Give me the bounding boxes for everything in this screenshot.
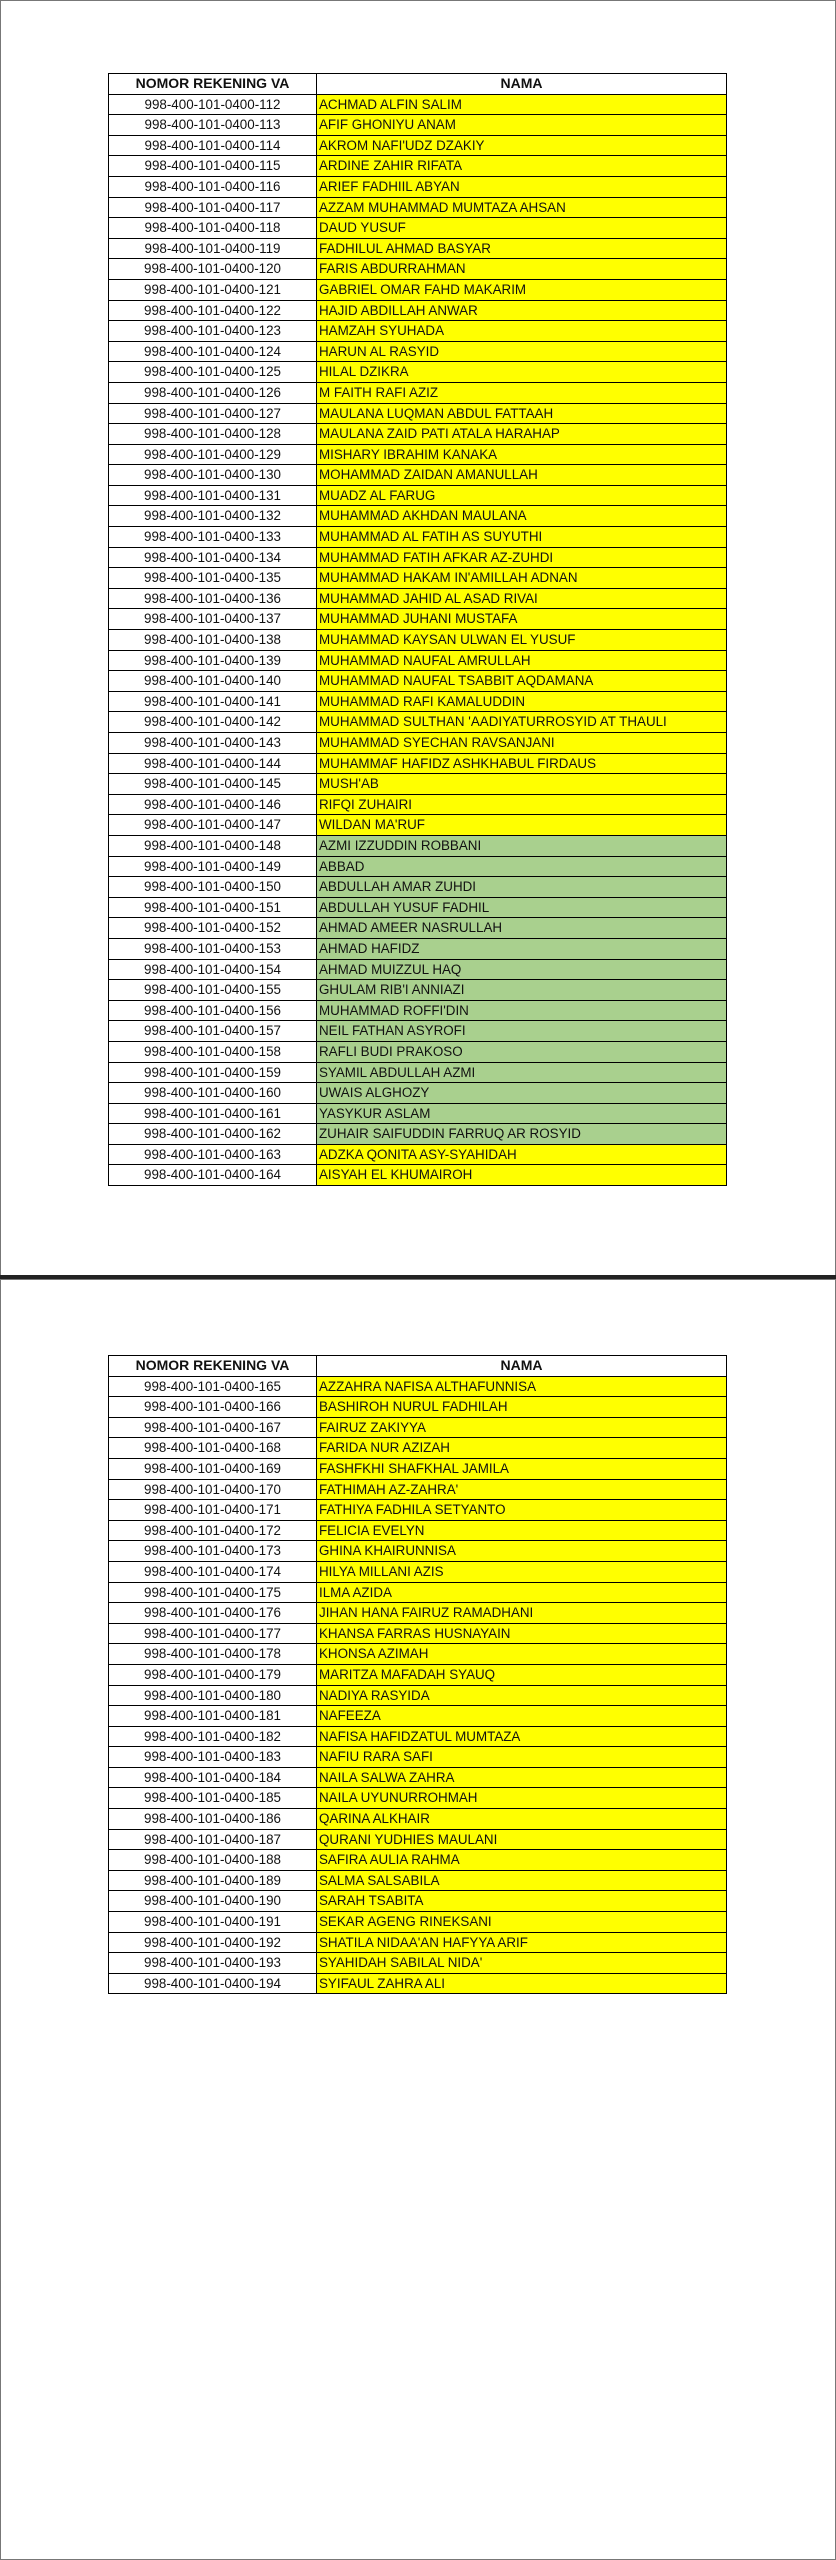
name-cell: ILMA AZIDA xyxy=(317,1582,727,1603)
name-cell: MUHAMMAD SULTHAN 'AADIYATURROSYID AT THAULI xyxy=(317,712,727,733)
name-cell: NAFISA HAFIDZATUL MUMTAZA xyxy=(317,1726,727,1747)
name-cell: M FAITH RAFI AZIZ xyxy=(317,382,727,403)
table-row xyxy=(109,1144,727,1165)
va-number-cell: 998-400-101-0400-131 xyxy=(109,485,317,506)
table-row xyxy=(109,938,727,959)
va-table-page-1 xyxy=(108,73,727,1186)
table-row xyxy=(109,691,727,712)
name-cell: MUHAMMAD SYECHAN RAVSANJANI xyxy=(317,733,727,754)
table-row xyxy=(109,1603,727,1624)
va-number-cell: 998-400-101-0400-125 xyxy=(109,362,317,383)
name-cell: NAILA UYUNURROHMAH xyxy=(317,1788,727,1809)
table-row xyxy=(109,1041,727,1062)
table-row xyxy=(109,877,727,898)
name-cell: QARINA ALKHAIR xyxy=(317,1809,727,1830)
name-cell: SYAHIDAH SABILAL NIDA' xyxy=(317,1953,727,1974)
name-cell: ABBAD xyxy=(317,856,727,877)
table-row xyxy=(109,135,727,156)
table-row xyxy=(109,444,727,465)
table-row xyxy=(109,712,727,733)
va-number-cell: 998-400-101-0400-144 xyxy=(109,753,317,774)
va-number-cell: 998-400-101-0400-133 xyxy=(109,527,317,548)
name-cell: ACHMAD ALFIN SALIM xyxy=(317,94,727,115)
va-number-cell: 998-400-101-0400-160 xyxy=(109,1083,317,1104)
name-cell: NAFIU RARA SAFI xyxy=(317,1747,727,1768)
va-number-cell: 998-400-101-0400-149 xyxy=(109,856,317,877)
table-row xyxy=(109,1788,727,1809)
header-nama: NAMA xyxy=(317,74,727,95)
table-row xyxy=(109,1829,727,1850)
name-cell: UWAIS ALGHOZY xyxy=(317,1083,727,1104)
name-cell: MUHAMMAD NAUFAL AMRULLAH xyxy=(317,650,727,671)
va-number-cell: 998-400-101-0400-114 xyxy=(109,135,317,156)
name-cell: ABDULLAH AMAR ZUHDI xyxy=(317,877,727,898)
name-cell: SALMA SALSABILA xyxy=(317,1870,727,1891)
name-cell: AZZAHRA NAFISA ALTHAFUNNISA xyxy=(317,1376,727,1397)
table-row xyxy=(109,588,727,609)
document-page-2 xyxy=(0,1279,836,2560)
va-number-cell: 998-400-101-0400-130 xyxy=(109,465,317,486)
table-row xyxy=(109,897,727,918)
table-row xyxy=(109,1458,727,1479)
table-row xyxy=(109,733,727,754)
name-cell: HARUN AL RASYID xyxy=(317,341,727,362)
va-number-cell: 998-400-101-0400-153 xyxy=(109,938,317,959)
va-number-cell: 998-400-101-0400-177 xyxy=(109,1623,317,1644)
name-cell: ARDINE ZAHIR RIFATA xyxy=(317,156,727,177)
table-row xyxy=(109,1623,727,1644)
table-row xyxy=(109,238,727,259)
table-row xyxy=(109,568,727,589)
table-row xyxy=(109,1809,727,1830)
table-row xyxy=(109,794,727,815)
table-body xyxy=(109,1376,727,1994)
table-row xyxy=(109,1953,727,1974)
table-row xyxy=(109,1685,727,1706)
va-number-cell: 998-400-101-0400-174 xyxy=(109,1561,317,1582)
table-row xyxy=(109,1870,727,1891)
table-row xyxy=(109,1500,727,1521)
table-row xyxy=(109,609,727,630)
name-cell: NAILA SALWA ZAHRA xyxy=(317,1767,727,1788)
table-row xyxy=(109,753,727,774)
va-number-cell: 998-400-101-0400-117 xyxy=(109,197,317,218)
table-row xyxy=(109,465,727,486)
table-row xyxy=(109,1000,727,1021)
va-number-cell: 998-400-101-0400-172 xyxy=(109,1520,317,1541)
name-cell: MUHAMMAD NAUFAL TSABBIT AQDAMANA xyxy=(317,671,727,692)
table-row xyxy=(109,1479,727,1500)
va-number-cell: 998-400-101-0400-165 xyxy=(109,1376,317,1397)
va-number-cell: 998-400-101-0400-166 xyxy=(109,1397,317,1418)
va-number-cell: 998-400-101-0400-193 xyxy=(109,1953,317,1974)
name-cell: AHMAD MUIZZUL HAQ xyxy=(317,959,727,980)
table-row xyxy=(109,547,727,568)
table-row xyxy=(109,403,727,424)
name-cell: MUHAMMAD ROFFI'DIN xyxy=(317,1000,727,1021)
table-row xyxy=(109,1644,727,1665)
table-row xyxy=(109,94,727,115)
table-row xyxy=(109,630,727,651)
table-row xyxy=(109,259,727,280)
table-row xyxy=(109,918,727,939)
document-page-1 xyxy=(0,0,836,1277)
table-row xyxy=(109,279,727,300)
name-cell: SAFIRA AULIA RAHMA xyxy=(317,1850,727,1871)
va-number-cell: 998-400-101-0400-191 xyxy=(109,1912,317,1933)
name-cell: AHMAD AMEER NASRULLAH xyxy=(317,918,727,939)
table-body xyxy=(109,94,727,1185)
name-cell: MUHAMMAD RAFI KAMALUDDIN xyxy=(317,691,727,712)
table-row xyxy=(109,321,727,342)
name-cell: MUSH'AB xyxy=(317,774,727,795)
name-cell: MAULANA LUQMAN ABDUL FATTAAH xyxy=(317,403,727,424)
va-number-cell: 998-400-101-0400-188 xyxy=(109,1850,317,1871)
name-cell: GABRIEL OMAR FAHD MAKARIM xyxy=(317,279,727,300)
name-cell: NEIL FATHAN ASYROFI xyxy=(317,1021,727,1042)
va-number-cell: 998-400-101-0400-115 xyxy=(109,156,317,177)
va-number-cell: 998-400-101-0400-147 xyxy=(109,815,317,836)
table-row xyxy=(109,506,727,527)
name-cell: JIHAN HANA FAIRUZ RAMADHANI xyxy=(317,1603,727,1624)
table-row xyxy=(109,1706,727,1727)
table-row xyxy=(109,382,727,403)
name-cell: DAUD YUSUF xyxy=(317,218,727,239)
va-number-cell: 998-400-101-0400-164 xyxy=(109,1165,317,1186)
va-number-cell: 998-400-101-0400-154 xyxy=(109,959,317,980)
name-cell: SARAH TSABITA xyxy=(317,1891,727,1912)
name-cell: AKROM NAFI'UDZ DZAKIY xyxy=(317,135,727,156)
va-number-cell: 998-400-101-0400-119 xyxy=(109,238,317,259)
header-nomor-rekening-va: NOMOR REKENING VA xyxy=(109,1356,317,1377)
name-cell: NADIYA RASYIDA xyxy=(317,1685,727,1706)
name-cell: HAJID ABDILLAH ANWAR xyxy=(317,300,727,321)
va-number-cell: 998-400-101-0400-120 xyxy=(109,259,317,280)
table-row xyxy=(109,1103,727,1124)
table-row xyxy=(109,362,727,383)
va-number-cell: 998-400-101-0400-139 xyxy=(109,650,317,671)
name-cell: BASHIROH NURUL FADHILAH xyxy=(317,1397,727,1418)
table-row xyxy=(109,1561,727,1582)
va-number-cell: 998-400-101-0400-141 xyxy=(109,691,317,712)
va-number-cell: 998-400-101-0400-187 xyxy=(109,1829,317,1850)
va-number-cell: 998-400-101-0400-184 xyxy=(109,1767,317,1788)
name-cell: FARIS ABDURRAHMAN xyxy=(317,259,727,280)
va-number-cell: 998-400-101-0400-179 xyxy=(109,1664,317,1685)
name-cell: AFIF GHONIYU ANAM xyxy=(317,115,727,136)
va-number-cell: 998-400-101-0400-157 xyxy=(109,1021,317,1042)
va-number-cell: 998-400-101-0400-135 xyxy=(109,568,317,589)
va-number-cell: 998-400-101-0400-182 xyxy=(109,1726,317,1747)
va-table-page-2 xyxy=(108,1355,727,1994)
va-number-cell: 998-400-101-0400-167 xyxy=(109,1417,317,1438)
va-number-cell: 998-400-101-0400-170 xyxy=(109,1479,317,1500)
table-row xyxy=(109,774,727,795)
va-number-cell: 998-400-101-0400-116 xyxy=(109,176,317,197)
table-row xyxy=(109,671,727,692)
name-cell: MUHAMMAD JUHANI MUSTAFA xyxy=(317,609,727,630)
table-header-row xyxy=(109,1356,727,1377)
table-row xyxy=(109,1520,727,1541)
va-number-cell: 998-400-101-0400-189 xyxy=(109,1870,317,1891)
name-cell: AISYAH EL KHUMAIROH xyxy=(317,1165,727,1186)
table-row xyxy=(109,176,727,197)
va-number-cell: 998-400-101-0400-158 xyxy=(109,1041,317,1062)
table-row xyxy=(109,1124,727,1145)
va-number-cell: 998-400-101-0400-159 xyxy=(109,1062,317,1083)
name-cell: YASYKUR ASLAM xyxy=(317,1103,727,1124)
va-number-cell: 998-400-101-0400-134 xyxy=(109,547,317,568)
va-number-cell: 998-400-101-0400-137 xyxy=(109,609,317,630)
table-row xyxy=(109,197,727,218)
table-row xyxy=(109,527,727,548)
table-row xyxy=(109,156,727,177)
va-number-cell: 998-400-101-0400-192 xyxy=(109,1932,317,1953)
name-cell: MUHAMMAD FATIH AFKAR AZ-ZUHDI xyxy=(317,547,727,568)
name-cell: SHATILA NIDAA'AN HAFYYA ARIF xyxy=(317,1932,727,1953)
header-nomor-rekening-va: NOMOR REKENING VA xyxy=(109,74,317,95)
header-nama: NAMA xyxy=(317,1356,727,1377)
table-header-row xyxy=(109,74,727,95)
va-number-cell: 998-400-101-0400-190 xyxy=(109,1891,317,1912)
va-number-cell: 998-400-101-0400-176 xyxy=(109,1603,317,1624)
name-cell: WILDAN MA'RUF xyxy=(317,815,727,836)
va-number-cell: 998-400-101-0400-129 xyxy=(109,444,317,465)
table-row xyxy=(109,1397,727,1418)
name-cell: AHMAD HAFIDZ xyxy=(317,938,727,959)
table-row xyxy=(109,1438,727,1459)
name-cell: RAFLI BUDI PRAKOSO xyxy=(317,1041,727,1062)
name-cell: ARIEF FADHIIL ABYAN xyxy=(317,176,727,197)
table-row xyxy=(109,1767,727,1788)
va-number-cell: 998-400-101-0400-171 xyxy=(109,1500,317,1521)
va-number-cell: 998-400-101-0400-155 xyxy=(109,980,317,1001)
name-cell: NAFEEZA xyxy=(317,1706,727,1727)
name-cell: AZMI IZZUDDIN ROBBANI xyxy=(317,835,727,856)
name-cell: MISHARY IBRAHIM KANAKA xyxy=(317,444,727,465)
name-cell: HAMZAH SYUHADA xyxy=(317,321,727,342)
table-row xyxy=(109,424,727,445)
table-row xyxy=(109,835,727,856)
va-number-cell: 998-400-101-0400-161 xyxy=(109,1103,317,1124)
va-number-cell: 998-400-101-0400-156 xyxy=(109,1000,317,1021)
name-cell: FATHIMAH AZ-ZAHRA' xyxy=(317,1479,727,1500)
va-number-cell: 998-400-101-0400-132 xyxy=(109,506,317,527)
table-row xyxy=(109,1417,727,1438)
va-number-cell: 998-400-101-0400-178 xyxy=(109,1644,317,1665)
name-cell: FASHFKHI SHAFKHAL JAMILA xyxy=(317,1458,727,1479)
va-number-cell: 998-400-101-0400-173 xyxy=(109,1541,317,1562)
name-cell: SEKAR AGENG RINEKSANI xyxy=(317,1912,727,1933)
table-row xyxy=(109,980,727,1001)
va-number-cell: 998-400-101-0400-124 xyxy=(109,341,317,362)
name-cell: ADZKA QONITA ASY-SYAHIDAH xyxy=(317,1144,727,1165)
va-number-cell: 998-400-101-0400-186 xyxy=(109,1809,317,1830)
va-number-cell: 998-400-101-0400-112 xyxy=(109,94,317,115)
name-cell: AZZAM MUHAMMAD MUMTAZA AHSAN xyxy=(317,197,727,218)
name-cell: HILAL DZIKRA xyxy=(317,362,727,383)
name-cell: GHINA KHAIRUNNISA xyxy=(317,1541,727,1562)
va-number-cell: 998-400-101-0400-140 xyxy=(109,671,317,692)
table-row xyxy=(109,1083,727,1104)
table-row xyxy=(109,341,727,362)
name-cell: MUHAMMAD JAHID AL ASAD RIVAI xyxy=(317,588,727,609)
name-cell: MUADZ AL FARUG xyxy=(317,485,727,506)
table-row xyxy=(109,1165,727,1186)
name-cell: MARITZA MAFADAH SYAUQ xyxy=(317,1664,727,1685)
va-number-cell: 998-400-101-0400-123 xyxy=(109,321,317,342)
va-number-cell: 998-400-101-0400-181 xyxy=(109,1706,317,1727)
table-row xyxy=(109,1891,727,1912)
va-number-cell: 998-400-101-0400-142 xyxy=(109,712,317,733)
va-number-cell: 998-400-101-0400-180 xyxy=(109,1685,317,1706)
name-cell: KHONSA AZIMAH xyxy=(317,1644,727,1665)
table-row xyxy=(109,959,727,980)
va-number-cell: 998-400-101-0400-151 xyxy=(109,897,317,918)
va-number-cell: 998-400-101-0400-148 xyxy=(109,835,317,856)
name-cell: MOHAMMAD ZAIDAN AMANULLAH xyxy=(317,465,727,486)
table-row xyxy=(109,218,727,239)
va-number-cell: 998-400-101-0400-185 xyxy=(109,1788,317,1809)
name-cell: MUHAMMAF HAFIDZ ASHKHABUL FIRDAUS xyxy=(317,753,727,774)
va-number-cell: 998-400-101-0400-113 xyxy=(109,115,317,136)
name-cell: ABDULLAH YUSUF FADHIL xyxy=(317,897,727,918)
table-row xyxy=(109,300,727,321)
table-row xyxy=(109,1664,727,1685)
name-cell: MUHAMMAD AKHDAN MAULANA xyxy=(317,506,727,527)
table-row xyxy=(109,650,727,671)
name-cell: FARIDA NUR AZIZAH xyxy=(317,1438,727,1459)
va-number-cell: 998-400-101-0400-168 xyxy=(109,1438,317,1459)
name-cell: ZUHAIR SAIFUDDIN FARRUQ AR ROSYID xyxy=(317,1124,727,1145)
va-number-cell: 998-400-101-0400-136 xyxy=(109,588,317,609)
table-row xyxy=(109,1850,727,1871)
va-number-cell: 998-400-101-0400-121 xyxy=(109,279,317,300)
name-cell: GHULAM RIB'I ANNIAZI xyxy=(317,980,727,1001)
va-number-cell: 998-400-101-0400-145 xyxy=(109,774,317,795)
va-number-cell: 998-400-101-0400-128 xyxy=(109,424,317,445)
name-cell: HILYA MILLANI AZIS xyxy=(317,1561,727,1582)
va-number-cell: 998-400-101-0400-122 xyxy=(109,300,317,321)
table-row xyxy=(109,1062,727,1083)
name-cell: FADHILUL AHMAD BASYAR xyxy=(317,238,727,259)
name-cell: MAULANA ZAID PATI ATALA HARAHAP xyxy=(317,424,727,445)
table-row xyxy=(109,1912,727,1933)
table-row xyxy=(109,115,727,136)
table-row xyxy=(109,1376,727,1397)
va-number-cell: 998-400-101-0400-175 xyxy=(109,1582,317,1603)
va-number-cell: 998-400-101-0400-146 xyxy=(109,794,317,815)
name-cell: QURANI YUDHIES MAULANI xyxy=(317,1829,727,1850)
name-cell: MUHAMMAD HAKAM IN'AMILLAH ADNAN xyxy=(317,568,727,589)
va-number-cell: 998-400-101-0400-152 xyxy=(109,918,317,939)
table-row xyxy=(109,1021,727,1042)
va-number-cell: 998-400-101-0400-127 xyxy=(109,403,317,424)
va-number-cell: 998-400-101-0400-150 xyxy=(109,877,317,898)
table-row xyxy=(109,1932,727,1953)
va-number-cell: 998-400-101-0400-126 xyxy=(109,382,317,403)
va-number-cell: 998-400-101-0400-118 xyxy=(109,218,317,239)
table-row xyxy=(109,1747,727,1768)
va-number-cell: 998-400-101-0400-143 xyxy=(109,733,317,754)
table-row xyxy=(109,856,727,877)
name-cell: SYAMIL ABDULLAH AZMI xyxy=(317,1062,727,1083)
va-number-cell: 998-400-101-0400-194 xyxy=(109,1973,317,1994)
name-cell: MUHAMMAD KAYSAN ULWAN EL YUSUF xyxy=(317,630,727,651)
name-cell: SYIFAUL ZAHRA ALI xyxy=(317,1973,727,1994)
va-number-cell: 998-400-101-0400-169 xyxy=(109,1458,317,1479)
table-row xyxy=(109,815,727,836)
name-cell: FAIRUZ ZAKIYYA xyxy=(317,1417,727,1438)
name-cell: RIFQI ZUHAIRI xyxy=(317,794,727,815)
name-cell: FELICIA EVELYN xyxy=(317,1520,727,1541)
table-row xyxy=(109,1973,727,1994)
table-row xyxy=(109,1541,727,1562)
va-number-cell: 998-400-101-0400-183 xyxy=(109,1747,317,1768)
table-row xyxy=(109,485,727,506)
table-row xyxy=(109,1726,727,1747)
va-number-cell: 998-400-101-0400-162 xyxy=(109,1124,317,1145)
name-cell: KHANSA FARRAS HUSNAYAIN xyxy=(317,1623,727,1644)
table-row xyxy=(109,1582,727,1603)
name-cell: MUHAMMAD AL FATIH AS SUYUTHI xyxy=(317,527,727,548)
va-number-cell: 998-400-101-0400-138 xyxy=(109,630,317,651)
name-cell: FATHIYA FADHILA SETYANTO xyxy=(317,1500,727,1521)
va-number-cell: 998-400-101-0400-163 xyxy=(109,1144,317,1165)
